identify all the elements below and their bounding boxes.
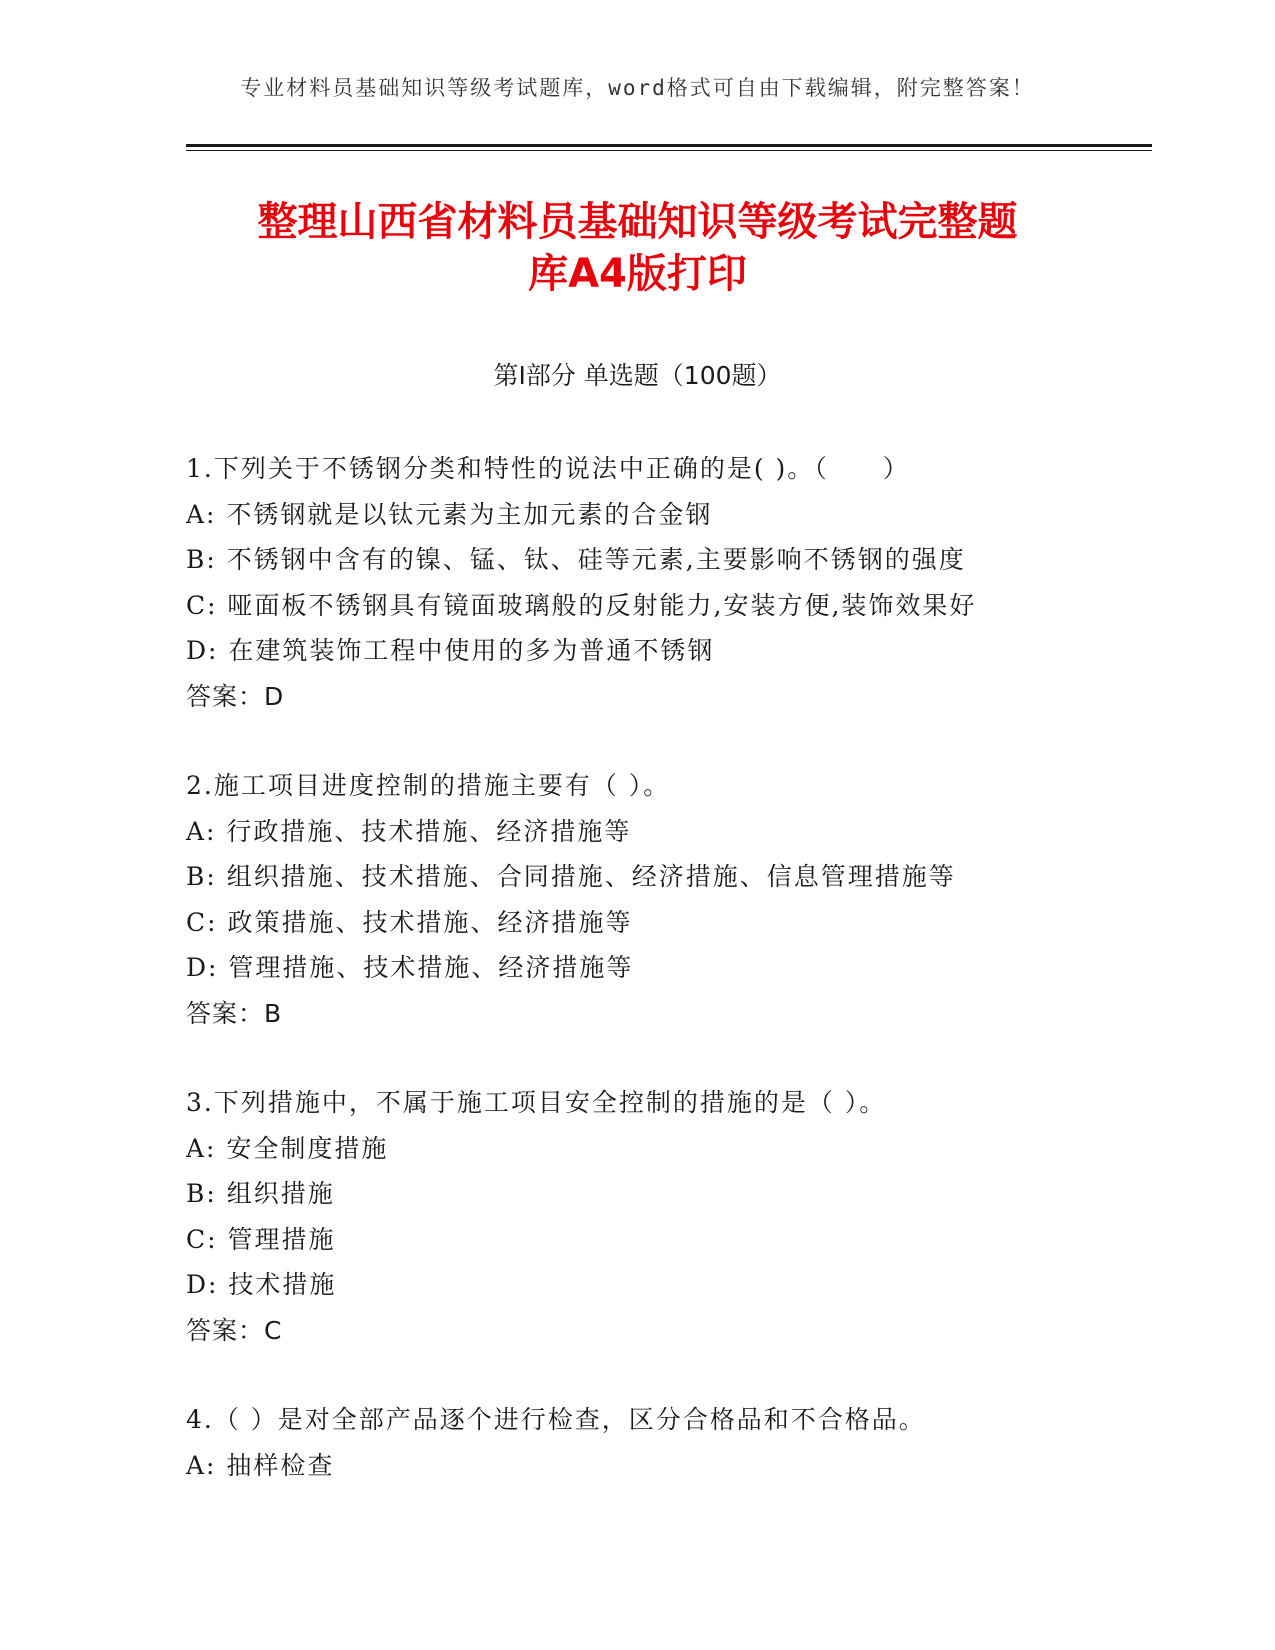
document-title (150, 196, 1125, 300)
option-b: B: 组织措施 (186, 1179, 335, 1208)
answer: 答案：D (186, 681, 285, 711)
question-list (186, 446, 1136, 1532)
question-stem: 2.施工项目进度控制的措施主要有（ ）。 (186, 771, 671, 800)
option-c: C: 管理措施 (186, 1224, 336, 1254)
option-a: A: 不锈钢就是以钛元素为主加元素的合金钢 (186, 499, 713, 529)
option-b: B: 不锈钢中含有的镍、锰、钛、硅等元素,主要影响不锈钢的强度 (186, 545, 966, 574)
question-stem: 3.下列措施中，不属于施工项目安全控制的措施的是（ ）。 (186, 1088, 887, 1117)
document-title-line2: 库A4版打印 (528, 251, 747, 297)
option-a: A: 行政措施、技术措施、经济措施等 (186, 816, 632, 846)
answer: 答案：B (186, 998, 283, 1028)
header-rule-thick (186, 144, 1152, 147)
question-2 (186, 763, 1136, 1036)
question-4 (186, 1397, 1136, 1488)
option-a: A: 抽样检查 (186, 1450, 335, 1480)
question-stem: 1.下列关于不锈钢分类和特性的说法中正确的是( )。（ ） (186, 454, 910, 483)
option-b: B: 组织措施、技术措施、合同措施、经济措施、信息管理措施等 (186, 862, 956, 891)
question-3 (186, 1080, 1136, 1353)
header-rule-thin (186, 150, 1152, 151)
option-d: D: 在建筑装饰工程中使用的多为普通不锈钢 (186, 636, 715, 665)
answer: 答案：C (186, 1315, 283, 1345)
page-header: 专业材料员基础知识等级考试题库，word格式可自由下载编辑，附完整答案！ (240, 76, 1035, 100)
option-d: D: 管理措施、技术措施、经济措施等 (186, 953, 634, 982)
question-1 (186, 446, 1136, 719)
option-a: A: 安全制度措施 (186, 1133, 389, 1163)
document-title-line1: 整理山西省材料员基础知识等级考试完整题 (257, 199, 1018, 245)
option-d: D: 技术措施 (186, 1270, 337, 1299)
section-title: 第Ⅰ部分 单选题（100题） (493, 361, 782, 390)
option-c: C: 哑面板不锈钢具有镜面玻璃般的反射能力,安装方便,装饰效果好 (186, 590, 977, 620)
question-stem: 4.（ ）是对全部产品逐个进行检查，区分合格品和不合格品。 (186, 1405, 926, 1434)
option-c: C: 政策措施、技术措施、经济措施等 (186, 907, 633, 937)
